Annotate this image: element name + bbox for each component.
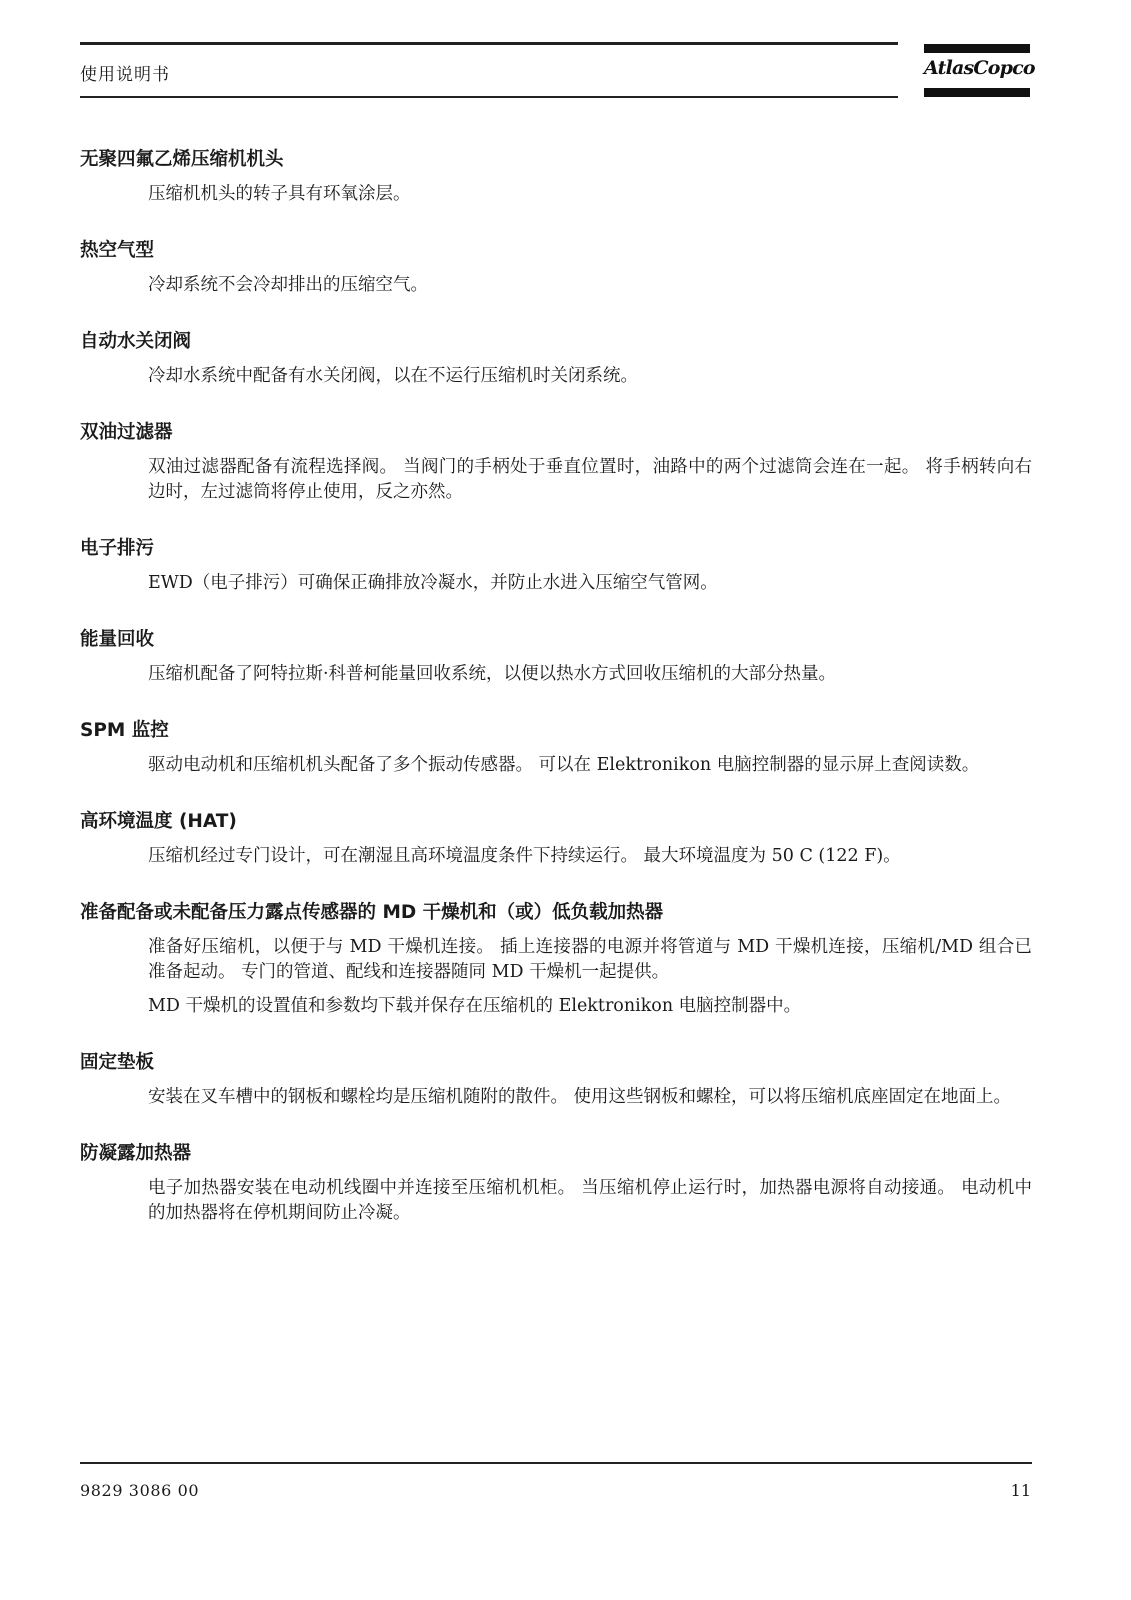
- section-heading: 双油过滤器: [80, 422, 173, 443]
- document-type-title: 使用说明书: [80, 65, 170, 85]
- option-section: [80, 717, 1032, 778]
- section-paragraph: 压缩机机头的转子具有环氧涂层。: [148, 184, 411, 204]
- option-section: [80, 419, 1032, 505]
- section-paragraph: 双油过滤器配备有流程选择阀。 当阀门的手柄处于垂直位置时，油路中的两个过滤筒会连在一起。 将手柄转向右边时，左过滤筒将停止使用，反之亦然。: [148, 457, 1032, 502]
- footer-rule: [80, 1462, 1032, 1464]
- atlas-copco-logo: [924, 44, 1035, 96]
- section-heading: 固定垫板: [80, 1052, 155, 1073]
- section-heading: 能量回收: [80, 629, 155, 650]
- option-section: [80, 808, 1032, 869]
- section-heading: 准备配备或未配备压力露点传感器的 MD 干燥机和（或）低负载加热器: [80, 902, 664, 923]
- header-rule: [80, 42, 898, 45]
- section-heading: 无聚四氟乙烯压缩机机头: [80, 149, 284, 170]
- section-paragraph: 压缩机配备了阿特拉斯·科普柯能量回收系统，以便以热水方式回收压缩机的大部分热量。: [148, 664, 837, 684]
- section-paragraph: 压缩机经过专门设计，可在潮湿且高环境温度条件下持续运行。 最大环境温度为 50 C (122 F)。: [148, 846, 901, 866]
- option-section: [80, 1049, 1032, 1110]
- section-heading: 热空气型: [80, 240, 155, 261]
- section-paragraph: 准备好压缩机，以便于与 MD 干燥机连接。 插上连接器的电源并将管道与 MD 干燥机连接，压缩机/MD 组合已准备起动。 专门的管道、配线和连接器随同 MD 干燥机一起提供。: [148, 937, 1032, 982]
- section-heading: 高环境温度 (HAT): [80, 811, 237, 832]
- logo-bar: [924, 44, 1030, 53]
- page-number: 11: [1010, 1481, 1031, 1500]
- option-section: [80, 237, 1032, 298]
- header-rule: [80, 96, 898, 98]
- section-paragraph: MD 干燥机的设置值和参数均下载并保存在压缩机的 Elektronikon 电脑控制器中。: [148, 996, 802, 1016]
- section-heading: 防凝露加热器: [80, 1143, 192, 1164]
- option-section: [80, 626, 1032, 687]
- section-paragraph: 安装在叉车槽中的钢板和螺栓均是压缩机随附的散件。 使用这些钢板和螺栓，可以将压缩机底座固定在地面上。: [148, 1087, 1012, 1107]
- document-number: 9829 3086 00: [80, 1481, 200, 1500]
- section-heading: 自动水关闭阀: [80, 331, 192, 352]
- option-section: [80, 535, 1032, 596]
- logo-wordmark: AtlasCopco: [924, 57, 1035, 79]
- manual-content: [80, 146, 1032, 1256]
- section-paragraph: 电子加热器安装在电动机线圈中并连接至压缩机机柜。 当压缩机停止运行时，加热器电源将自动接通。 电动机中的加热器将在停机期间防止冷凝。: [148, 1178, 1032, 1223]
- option-section: [80, 1140, 1032, 1226]
- section-heading: SPM 监控: [80, 720, 169, 741]
- option-section: [80, 146, 1032, 207]
- section-paragraph: EWD（电子排污）可确保正确排放冷凝水，并防止水进入压缩空气管网。: [148, 573, 718, 593]
- section-paragraph: 驱动电动机和压缩机机头配备了多个振动传感器。 可以在 Elektronikon 电脑控制器的显示屏上查阅读数。: [148, 755, 980, 775]
- section-paragraph: 冷却水系统中配备有水关闭阀，以在不运行压缩机时关闭系统。: [148, 366, 638, 386]
- option-section: [80, 899, 1032, 1019]
- logo-bar: [924, 88, 1030, 97]
- section-paragraph: 冷却系统不会冷却排出的压缩空气。: [148, 275, 428, 295]
- section-heading: 电子排污: [80, 538, 155, 559]
- option-section: [80, 328, 1032, 389]
